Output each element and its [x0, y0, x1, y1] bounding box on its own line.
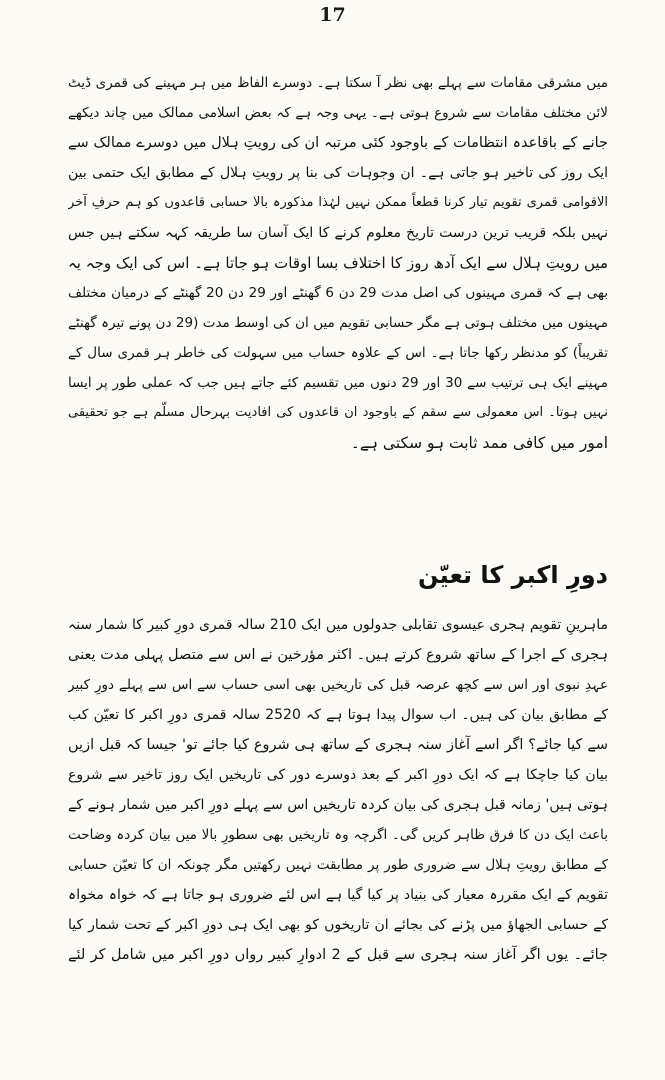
text-line: عہدِ نبوی اور اس سے کچھ عرصہ قبل کی تاریخیں بھی اسی حساب سے اس سے پہلے دورِ کبیر [68, 677, 608, 693]
text-line: نہیں ہوتا۔ اس معمولی سے سقم کے باوجود ان قاعدوں کی افادیت بہرحال مسلّم ہے جو تحقیقی [68, 405, 608, 420]
text-line: میں رویتِ ہلال سے ایک آدھ روز کا اختلاف بسا اوقات ہو جاتا ہے۔ اس کی ایک وجہ یہ [68, 254, 608, 272]
text-line: کے حسابی الجھاؤ میں پڑنے کی بجائے ان تاریخوں کو بھی ایک ہی دورِ اکبر کے تحت شمار کیا [68, 917, 608, 933]
text-line: تقویم کے ایک مقررہ معیار کی بنیاد پر کیا گیا ہے اس لئے ضروری ہو جاتا ہے کہ خواہ مخواہ [68, 887, 608, 903]
text-line: الاقوامی قمری تقویم تیار کرنا قطعاً ممکن نہیں لہٰذا مذکورہ بالا حسابی قاعدوں کو ہم حرفِ آخر [68, 195, 608, 210]
text-line: امور میں کافی ممد ثابت ہو سکتی ہے۔ [350, 434, 608, 452]
text-line: سے کیا جائے؟ اگر اسے آغاز سنہ ہجری کے ساتھ ہی شروع کیا جائے تو' جیسا کہ قبل ازیں [68, 737, 608, 753]
paragraph-rooyat-e-hilal [68, 68, 608, 458]
text-line: تقریباً) کو مدنظر رکھا جاتا ہے۔ اس کے علاوہ حساب میں سہولت کی خاطر ہر قمری سال کے [68, 345, 608, 361]
text-line: ایک روز کی تاخیر ہو جاتی ہے۔ ان وجوہات کی بنا پر رویتِ ہلال کے مطابق ایک حتمی بین [68, 165, 608, 181]
text-line: بیان کیا جاچکا ہے کہ ایک دورِ اکبر کے بعد دوسرے دور کی تاریخیں ایک روز تاخیر سے شروع [68, 767, 608, 783]
page-number: 17 [319, 4, 346, 26]
text-line: بھی ہے کہ قمری مہینوں کی اصل مدت 29 دن 6 گھنٹے اور 29 دن 20 گھنٹے کے درمیان مختلف [68, 285, 608, 301]
text-line: ہوتی ہیں' زمانہ قبل ہجری کی بیان کردہ تاریخیں اس سے پہلے دورِ اکبر میں شمار ہونے کے [68, 797, 608, 813]
text-line: جائے۔ یوں اگر آغاز سنہ ہجری سے قبل کے 2 ادوارِ کبیر رواں دورِ اکبر میں شامل کر لئے [68, 947, 608, 963]
section-heading: دورِ اکبر کا تعیّن [418, 561, 608, 589]
text-line: باعث ایک دن کا فرق ظاہر کریں گی۔ اگرچہ وہ تاریخیں بھی سطورِ بالا میں بیان کردہ وضاحت [68, 827, 608, 843]
text-line: نہیں بلکہ قریب ترین درست تاریخ معلوم کرنے کا ایک آسان سا طریقہ کہہ سکتے ہیں جس [68, 225, 608, 241]
text-line: کے مطابق بیان کی ہیں۔ اب سوال پیدا ہوتا ہے کہ 2520 سالہ قمری دورِ اکبر کا تعیّن کب [68, 707, 608, 723]
text-line: مہینے ایک ہی ترتیب سے 30 اور 29 دنوں میں تقسیم کئے جاتے ہیں جب کہ عملی طور پر ایسا [68, 375, 608, 391]
text-line: ماہرینِ تقویم ہجری عیسوی تقابلی جدولوں میں ایک 210 سالہ قمری دورِ کبیر کا شمار سنہ [68, 617, 608, 633]
text-line: لائن مختلف مقامات سے شروع ہوتی ہے۔ یہی وجہ ہے کہ بعض اسلامی ممالک میں چاند دیکھے [68, 105, 608, 121]
paragraph-daur-e-akbar [68, 610, 608, 970]
text-line: ہجری کے اجرا کے ساتھ شروع کرتے ہیں۔ اکثر مؤرخین نے اس سے متصل پہلی مدت یعنی [68, 647, 608, 663]
text-line: جانے کے باقاعدہ انتظامات کے باوجود کئی مرتبہ ان کی رویتِ ہلال میں دوسرے ممالک سے [68, 135, 608, 151]
text-line: مہینوں میں مختلف ہوتی ہے مگر حسابی تقویم میں ان کی اوسط مدت (29 دن پونے تیرہ گھنٹے [68, 315, 608, 331]
text-line: کے مطابق رویتِ ہلال سے ضروری طور پر مطابقت نہیں رکھتیں مگر چونکہ ان کا تعیّن حسابی [68, 857, 608, 873]
text-line: میں مشرقی مقامات سے پہلے بھی نظر آ سکتا ہے۔ دوسرے الفاظ میں ہر مہینے کی قمری ڈیٹ [68, 75, 608, 91]
